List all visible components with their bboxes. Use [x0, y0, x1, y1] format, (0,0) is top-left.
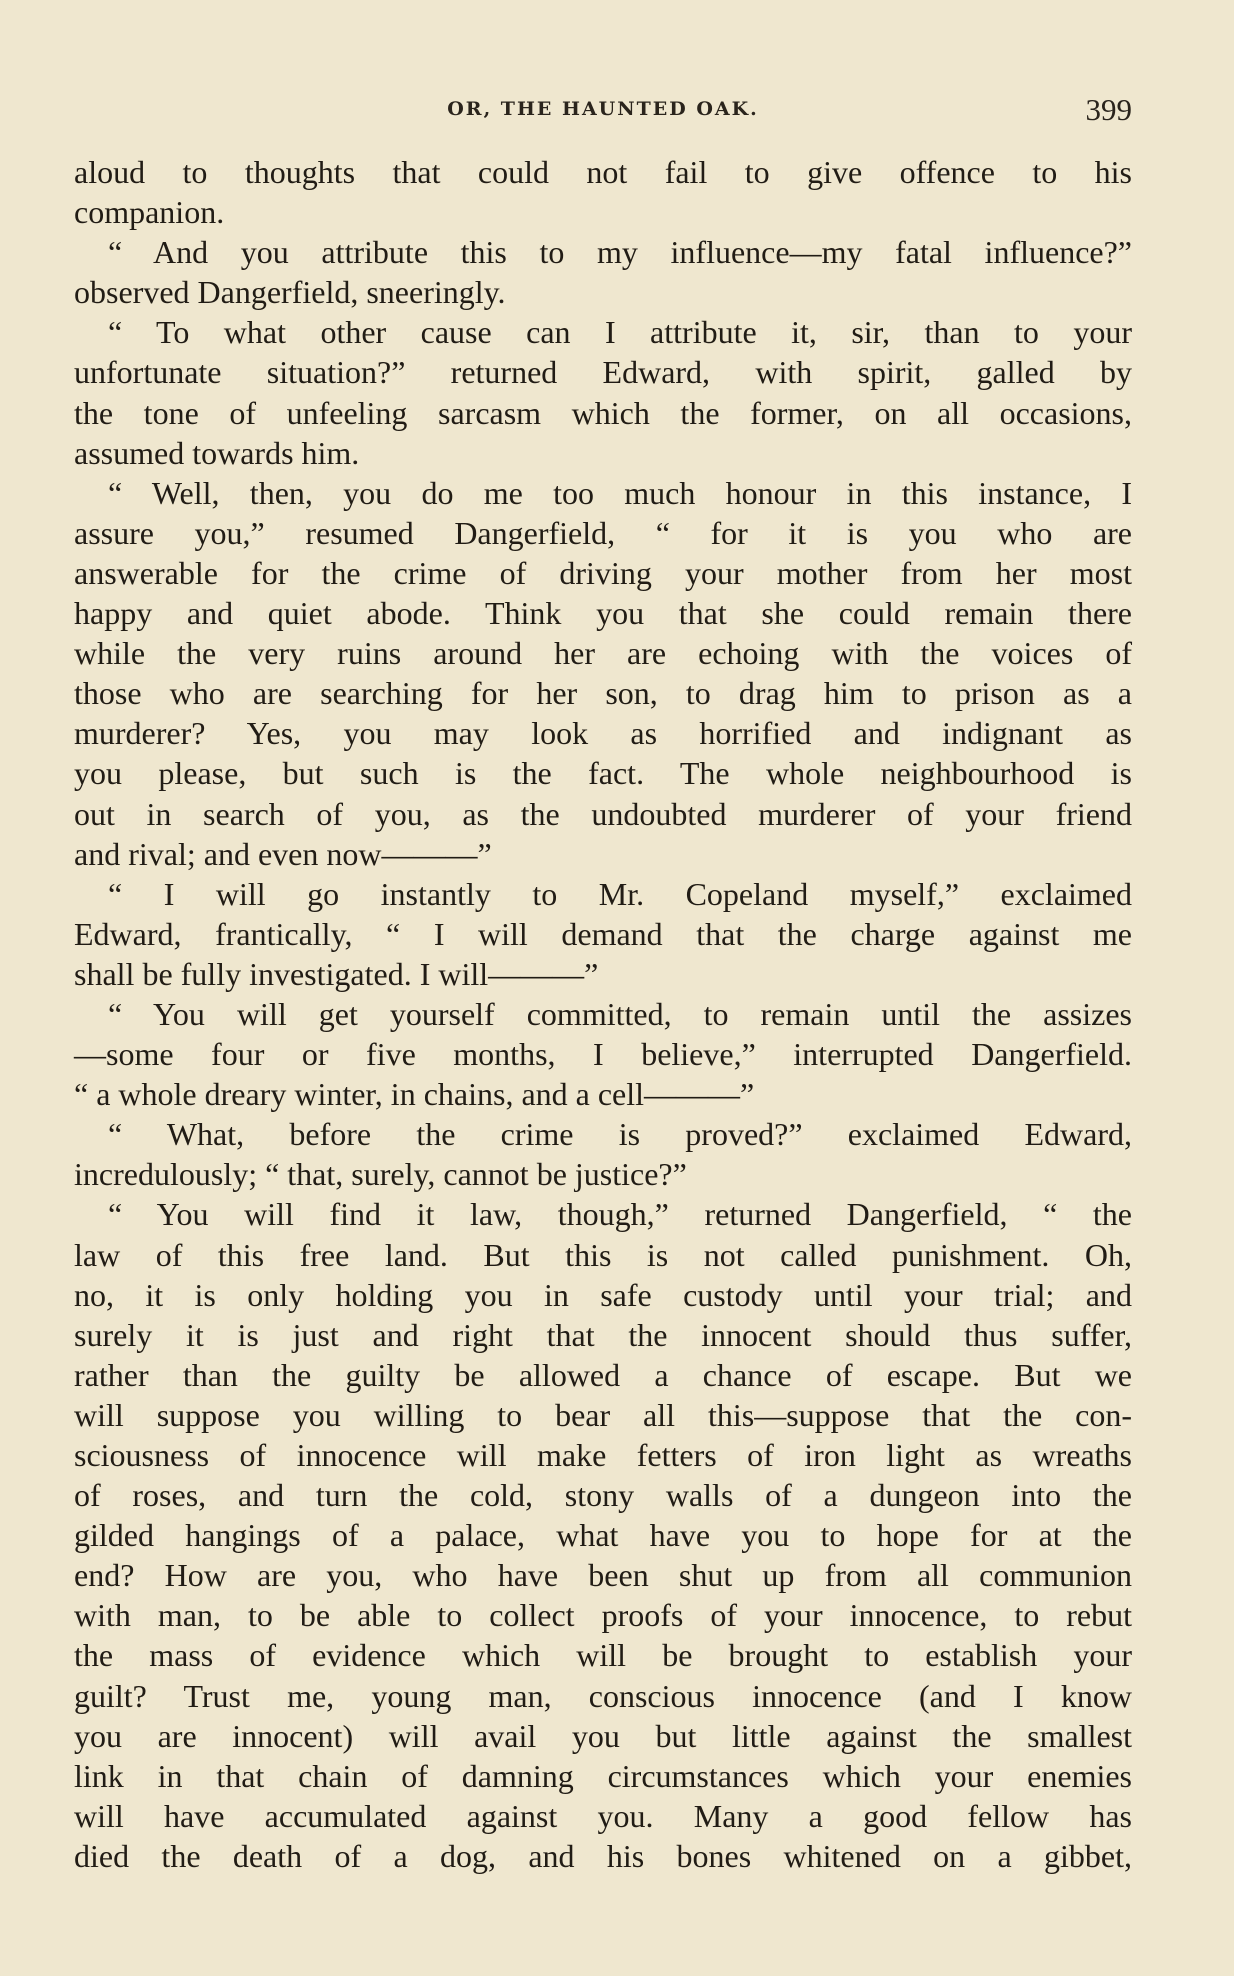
- text-line: incredulously; “ that, surely, cannot be justice?”: [74, 1156, 687, 1193]
- text-line: rather than the guilty be allowed a chance of escape. But we: [74, 1356, 1132, 1393]
- text-line: the mass of evidence which will be brought to establish your: [74, 1637, 1132, 1674]
- text-line: with man, to be able to collect proofs of your innocence, to rebut: [74, 1597, 1132, 1634]
- text-line: aloud to thoughts that could not fail to give offence to his: [74, 154, 1132, 190]
- page-number: 399: [1085, 92, 1132, 127]
- text-line: murderer? Yes, you may look as horrified and indignant as: [74, 715, 1132, 752]
- text-line: assure you,” resumed Dangerfield, “ for it is you who are: [74, 514, 1132, 551]
- text-line: “ I will go instantly to Mr. Copeland myself,” exclaimed: [108, 875, 1132, 912]
- text-line: shall be fully investigated. I will———”: [74, 955, 599, 992]
- text-line: you are innocent) will avail you but little against the smallest: [74, 1717, 1132, 1754]
- text-line: of roses, and turn the cold, stony walls of a dungeon into the: [74, 1477, 1132, 1514]
- text-line: the tone of unfeeling sarcasm which the former, on all occasions,: [74, 394, 1132, 431]
- text-line: “ Well, then, you do me too much honour in this instance, I: [108, 474, 1132, 511]
- text-line: sciousness of innocence will make fetters of iron light as wreaths: [74, 1437, 1132, 1473]
- text-line: “ You will get yourself committed, to remain until the assizes: [108, 995, 1132, 1032]
- text-line: end? How are you, who have been shut up from all communion: [74, 1557, 1132, 1594]
- text-line: “ And you attribute this to my influence—my fatal influence?”: [108, 234, 1132, 271]
- text-line: guilt? Trust me, young man, conscious innocence (and I know: [74, 1677, 1132, 1714]
- text-line: “ a whole dreary winter, in chains, and a cell———”: [74, 1076, 755, 1113]
- text-line: and rival; and even now———”: [74, 835, 492, 872]
- text-line: happy and quiet abode. Think you that she could remain there: [74, 595, 1132, 632]
- text-line: law of this free land. But this is not called punishment. Oh,: [74, 1236, 1132, 1273]
- text-line: will have accumulated against you. Many a good fellow has: [74, 1797, 1132, 1834]
- text-line: “ What, before the crime is proved?” exclaimed Edward,: [108, 1116, 1132, 1153]
- text-line: companion.: [74, 194, 225, 231]
- text-line: link in that chain of damning circumstances which your enemies: [74, 1757, 1132, 1794]
- text-line: “ To what other cause can I attribute it, sir, than to your: [108, 314, 1132, 351]
- body-text: [74, 152, 1132, 1876]
- text-line: surely it is just and right that the innocent should thus suffer,: [74, 1316, 1132, 1353]
- text-line: you please, but such is the fact. The whole neighbourhood is: [74, 755, 1132, 792]
- text-line: those who are searching for her son, to drag him to prison as a: [74, 675, 1132, 712]
- text-line: gilded hangings of a palace, what have you to hope for at the: [74, 1517, 1132, 1554]
- running-title: OR, THE HAUNTED OAK.: [447, 98, 759, 120]
- text-line: assumed towards him.: [74, 434, 360, 471]
- text-line: “ You will find it law, though,” returned Dangerfield, “ the: [108, 1196, 1132, 1233]
- text-line: no, it is only holding you in safe custody until your trial; and: [74, 1276, 1132, 1313]
- text-line: answerable for the crime of driving your mother from her most: [74, 554, 1132, 591]
- text-line: out in search of you, as the undoubted murderer of your friend: [74, 795, 1132, 832]
- text-line: observed Dangerfield, sneeringly.: [74, 274, 506, 311]
- text-line: will suppose you willing to bear all this—suppose that the con-: [74, 1396, 1132, 1433]
- page-header: [74, 92, 1132, 132]
- text-line: Edward, frantically, “ I will demand that the charge against me: [74, 915, 1132, 952]
- text-line: unfortunate situation?” returned Edward, with spirit, galled by: [74, 354, 1132, 391]
- text-line: —some four or five months, I believe,” interrupted Dangerfield.: [74, 1036, 1132, 1073]
- text-line: while the very ruins around her are echoing with the voices of: [74, 635, 1132, 672]
- text-line: died the death of a dog, and his bones whitened on a gibbet,: [74, 1837, 1132, 1874]
